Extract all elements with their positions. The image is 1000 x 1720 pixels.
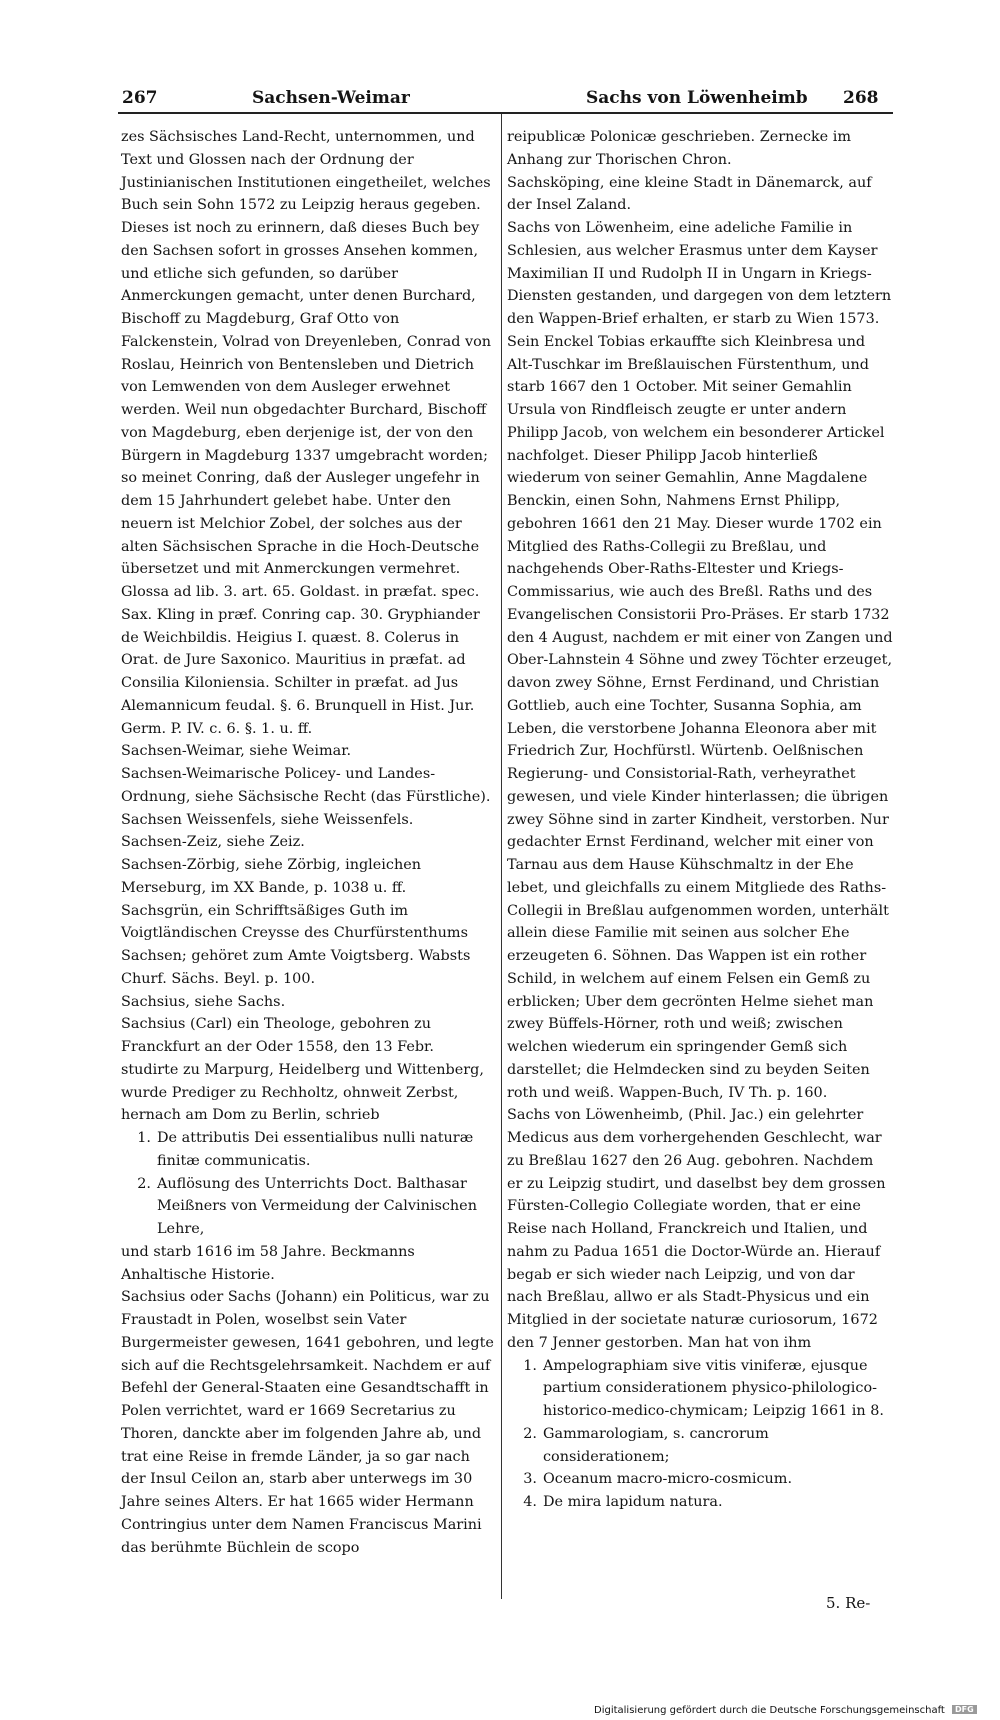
entry-paragraph: reipublicæ Polonicæ geschrieben. Zernecke im Anhang zur Thorischen Chron.: [507, 129, 851, 168]
list-item: [121, 1173, 494, 1241]
entry-paragraph: Sachs von Löwenheim, eine adeliche Familie in Schlesien, aus welcher Erasmus unter dem Kayser Maximilian II und Rudolph II in Ungarn in Kriegs-Diensten gestanden, und dargegen von dem letztern den Wappen-Brief erhalten, er starb zu Wien 1573. Sein Enckel Tobias erkauffte sich Kleinbresa und Alt-Tuschkar im Breßlauischen Fürstenthum, und starb 1667 den 1 October. Mit seiner Gemahlin Ursula von Rindfleisch zeugte er unter andern Philipp Jacob, von welchem ein besonderer Artickel nachfolget. Dieser Philipp Jacob hinterließ wiederum von seiner Gemahlin, Anne Magdalene Benckin, einen Sohn, Nahmens Ernst Philipp, gebohren 1661 den 21 May. Dieser wurde 1702 ein Mitglied des Raths-Collegii zu Breßlau, und nachgehends Ober-Raths-Eltester und Kriegs-Commissarius, wie auch des Breßl. Raths und des Evangelischen Consistorii Pro-Präses. Er starb 1732 den 4 August, nachdem er mit einer von Zangen und Ober-Lahnstein 4 Söhne und zwey Töchter erzeuget, davon zwey Söhne, Ernst Ferdinand, und Christian Gottlieb, auch eine Tochter, Susanna Sophia, am Leben, die verstorbene Johanna Eleonora aber mit Friedrich Zur, Hochfürstl. Würtenb. Oelßnischen Regierung- und Consistorial-Rath, verheyrathet gewesen, und viele Kinder hinterlassen; die übrigen zwey Söhne sind in zarter Kindheit, verstorben. Nur gedachter Ernst Ferdinand, welcher mit einer von Tarnau aus dem Hause Kühschmaltz in der Ehe lebet, und gleichfalls zu einem Mitgliede des Raths-Collegii in Breßlau aufgenommen worden, unterhält allein diese Familie mit seinen aus solcher Ehe erzeugeten 6. Söhnen. Das Wappen ist ein rother Schild, in welchem auf einem Felsen ein Gemß zu erblicken; Uber dem gecrönten Helme siehet man zwey Büffels-Hörner, roth und weiß; zwischen welchen wiederum ein springender Gemß sich darstellet; die Helmdecken sind zu beyden Seiten roth und weiß. Wappen-Buch, IV Th. p. 160.: [507, 220, 893, 1101]
page-number-right: 268: [843, 88, 879, 108]
entry-paragraph: Sachs von Löwenheimb, (Phil. Jac.) ein gelehrter Medicus aus dem vorhergehenden Geschlecht, war zu Breßlau 1627 den 26 Aug. gebohren. Nachdem er zu Leipzig studirt, und daselbst bey dem grossen Fürsten-Collegio Collegiate worden, that er eine Reise nach Holland, Franckreich und Italien, und nahm zu Padua 1651 die Doctor-Würde an. Hierauf begab er sich wieder nach Leipzig, und von dar nach Breßlau, allwo er als Stadt-Physicus und ein Mitglied in der societate naturæ curiosorum, 1672 den 7 Jenner gestorben. Man hat von ihm: [507, 1107, 886, 1351]
entry-paragraph: Sachsen-Weimar, siehe Weimar.: [121, 743, 352, 760]
list-item: [507, 1355, 893, 1423]
catchword: 5. Re-: [826, 1594, 871, 1612]
entry-paragraph: Sachsen-Zörbig, siehe Zörbig, ingleichen Merseburg, im XX Bande, p. 1038 u. ff.: [121, 857, 422, 896]
list-number: 1.: [137, 1130, 151, 1146]
list-number: 1.: [523, 1357, 537, 1374]
entry-paragraph: Sachsköping, eine kleine Stadt in Dänemarck, auf der Insel Zaland.: [507, 174, 872, 214]
list-item: [121, 1127, 494, 1173]
entry-paragraph: und starb 1616 im 58 Jahre. Beckmanns Anhaltische Historie.: [121, 1243, 415, 1283]
list-number: 2.: [523, 1425, 537, 1442]
list-text: Gammarologiam, s. cancrorum considerationem;: [543, 1425, 769, 1465]
entry-paragraph: Sachsen-Weimarische Policey- und Landes-Ordnung, siehe Sächsische Recht (das Fürstliche).: [121, 766, 491, 805]
entry-paragraph: Sachsen Weissenfels, siehe Weissenfels.: [121, 811, 414, 828]
running-head-left: Sachsen-Weimar: [252, 88, 410, 108]
footer: [594, 1705, 977, 1716]
entry-paragraph: Sachsius, siehe Sachs.: [121, 993, 286, 1010]
header-rule: [118, 112, 893, 114]
works-list: [121, 1127, 494, 1241]
works-list: [507, 1355, 893, 1514]
list-item: [507, 1423, 893, 1469]
list-number: 3.: [523, 1471, 537, 1488]
list-text: Oceanum macro-micro-cosmicum.: [543, 1471, 793, 1488]
list-text: De attributis Dei essentialibus nulli naturæ finitæ communicatis.: [157, 1130, 474, 1169]
page-number-left: 267: [122, 88, 158, 108]
entry-paragraph: zes Sächsisches Land-Recht, unternommen, und Text und Glossen nach der Ordnung der Justinianischen Institutionen eingetheilet, welches Buch sein Sohn 1572 zu Leipzig heraus gegeben. Dieses ist noch zu erinnern, daß dieses Buch bey den Sachsen sofort in grosses Ansehen kommen, und etliche sich gefunden, so darüber Anmerckungen gemacht, unter denen Burchard, Bischoff zu Magdeburg, Graf Otto von Falckenstein, Volrad von Dreyenleben, Conrad von Roslau, Heinrich von Bentensleben und Dietrich von Lemwenden von dem Ausleger erwehnet werden. Weil nun obgedachter Burchard, Bischoff von Magdeburg, eben derjenige ist, der von den Bürgern in Magdeburg 1337 umgebracht worden; so meinet Conring, daß der Ausleger ungefehr in dem 15 Jahrhundert gelebet habe. Unter den neuern ist Melchior Zobel, der solches aus der alten Sächsischen Sprache in die Hoch-Deutsche übersetzet und mit Anmerckungen vermehret. Glossa ad lib. 3. art. 65. Goldast. in præfat. spec. Sax. Kling in præf. Conring cap. 30. Gryphiander de Weichbildis. Heigius I. quæst. 8. Colerus in Orat. de Jure Saxonico. Mauritius in præfat. ad Consilia Kiloniensia. Schilter in præfat. ad Jus Alemannicum feudal. §. 6. Brunquell in Hist. Jur. Germ. P. IV. c. 6. §. 1. u. ff.: [121, 129, 492, 737]
running-head-right: Sachs von Löwenheimb: [586, 88, 808, 108]
list-item: [507, 1491, 893, 1514]
list-text: De mira lapidum natura.: [543, 1494, 723, 1510]
column-divider: [501, 114, 502, 1599]
entry-paragraph: Sachsgrün, ein Schrifftsäßiges Guth im Voigtländischen Creysse des Churfürstenthums Sachsen; gehöret zum Amte Voigtsberg. Wabsts Churf. Sächs. Beyl. p. 100.: [121, 902, 471, 987]
dfg-logo: DFG: [952, 1705, 977, 1714]
right-column: [507, 126, 893, 1514]
list-item: [507, 1468, 893, 1491]
list-text: Auflösung des Unterrichts Doct. Balthasar Meißners von Vermeidung der Calvinischen Lehre,: [157, 1175, 477, 1237]
left-column: [121, 126, 494, 1559]
entry-paragraph: Sachsius oder Sachs (Johann) ein Politicus, war zu Fraustadt in Polen, woselbst sein Vater Burgermeister gewesen, 1641 gebohren, und legte sich auf die Rechtsgelehrsamkeit. Nachdem er auf Befehl der General-Staaten eine Gesandtschafft in Polen verrichtet, ward er 1669 Secretarius zu Thoren, danckte aber im folgenden Jahre ab, und trat eine Reise in fremde Länder, ja so gar nach der Insul Ceilon an, starb aber unterwegs im 30 Jahre seines Alters. Er hat 1665 wider Hermann Contringius unter dem Namen Franciscus Marini das berühmte Büchlein de scopo: [121, 1289, 494, 1556]
list-text: Ampelographiam sive vitis viniferæ, ejusque partium considerationem physico-philologico-historico-medico-chymicam; Leipzig 1661 in 8.: [543, 1357, 884, 1419]
list-number: 2.: [137, 1175, 151, 1192]
footer-text: Digitalisierung gefördert durch die Deutsche Forschungsgemeinschaft: [594, 1705, 945, 1716]
entry-paragraph: Sachsius (Carl) ein Theologe, gebohren zu Franckfurt an der Oder 1558, den 13 Febr. studirte zu Marpurg, Heidelberg und Wittenberg, wurde Prediger zu Rechholtz, ohnweit Zerbst, hernach am Dom zu Berlin, schrieb: [121, 1016, 484, 1124]
entry-paragraph: Sachsen-Zeiz, siehe Zeiz.: [121, 834, 305, 851]
list-number: 4.: [523, 1494, 537, 1510]
